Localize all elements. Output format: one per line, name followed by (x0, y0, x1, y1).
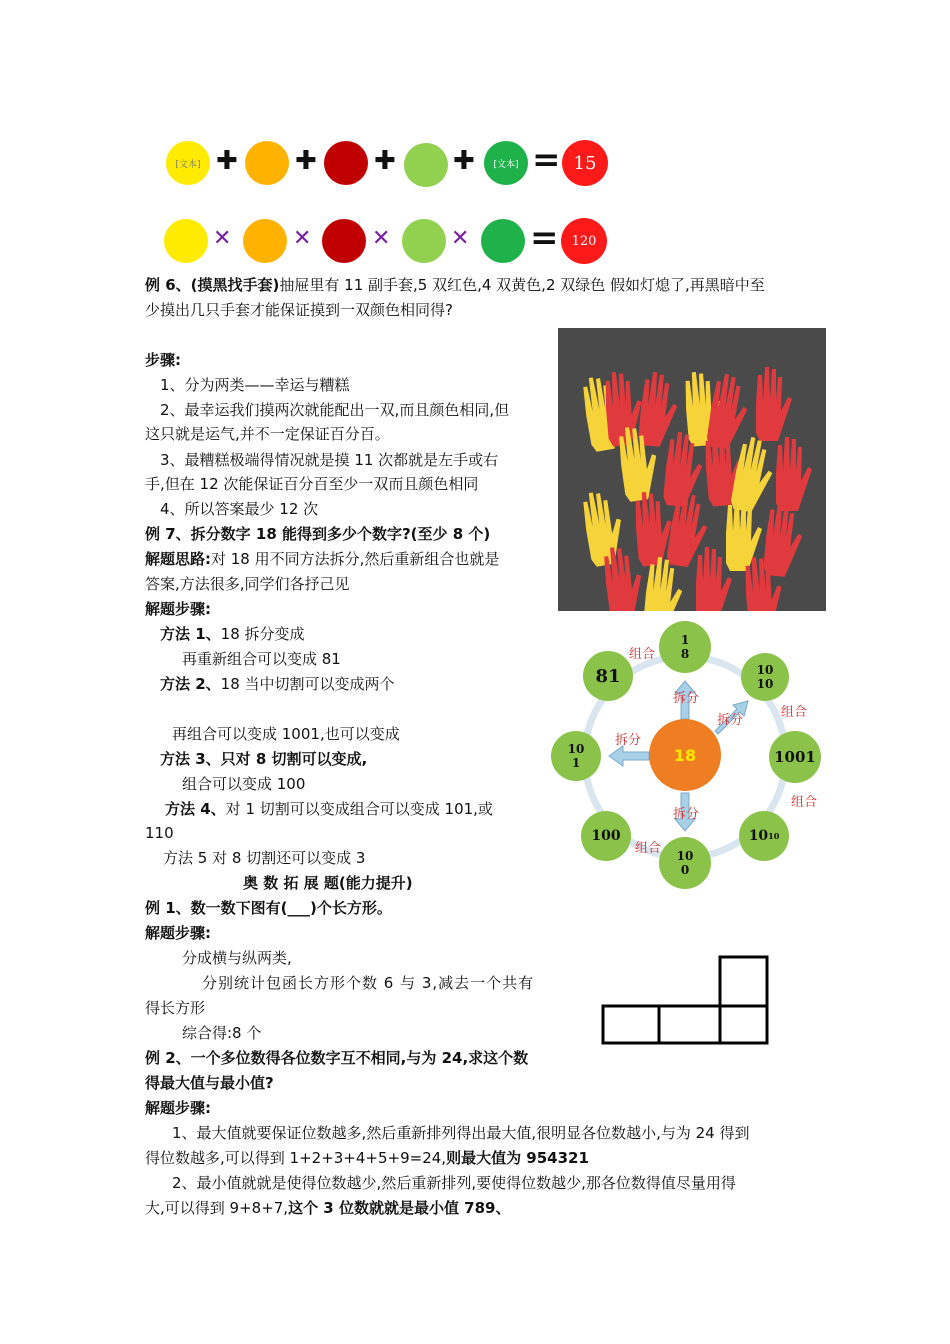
ex7-method3: 方法 3、只对 8 切割可以变成, (160, 750, 368, 768)
ex7-method1b: 再重新组合可以变成 81 (182, 650, 341, 668)
times-icon: ✕ (451, 226, 470, 251)
ex2-title-a: 例 2、一个多位数得各位数字互不相同,与为 24,求这个数 (145, 1049, 529, 1067)
ex1-line-a: 分成横与纵两类, (182, 949, 292, 967)
node-1001: 1001 (769, 731, 821, 783)
times-icon: ✕ (213, 226, 232, 251)
ex6-line1: 例 6、(摸黑找手套)抽屉里有 11 副手套,5 双红色,4 双黄色,2 双绿色 假如灯熄了,再黑暗中至 (145, 276, 765, 294)
center-circle: 18 (649, 719, 721, 791)
plus-icon: ✚ (453, 146, 475, 176)
green-circle: [文本] (484, 141, 528, 185)
ex7-method4: 方法 4、对 1 切割可以变成组合可以变成 101,或 (165, 800, 493, 818)
ex7-method2b: 再组合可以变成 1001,也可以变成 (172, 725, 400, 743)
ex2-p1a: 1、最大值就要保证位数越多,然后重新排列得出最大值,很明显各位数越小,与为 24 得到 (172, 1124, 750, 1142)
yellow-circle (164, 219, 208, 263)
ex6-steps-label: 步骤: (145, 351, 181, 369)
lightgreen-circle (402, 219, 446, 263)
orange-circle (245, 141, 289, 185)
split-combine-diagram (545, 615, 825, 900)
ex2-p2b: 大,可以得到 9+8+7,这个 3 位数就就是最小值 789、 (145, 1199, 511, 1217)
ex2-steps-label: 解题步骤: (145, 1099, 211, 1117)
lightgreen-circle (404, 143, 448, 187)
ex1-line-b: 分别统计包函长方形个数 6 与 3,减去一个共有 (202, 974, 535, 992)
result-circle: 15 (562, 140, 608, 186)
ex6-line2: 少摸出几只手套才能保证摸到一双颜色相同得? (145, 301, 453, 319)
label-split: 拆分 (615, 733, 642, 748)
section-title: 奥 数 拓 展 题(能力提升) (243, 874, 413, 892)
ex6-step1: 1、分为两类——幸运与糟糕 (160, 376, 350, 394)
ex7-method2: 方法 2、18 当中切割可以变成两个 (160, 675, 395, 693)
ex1-steps-label: 解题步骤: (145, 924, 211, 942)
label-split: 拆分 (673, 807, 700, 822)
equals-icon: = (532, 140, 561, 180)
ex7-idea-b: 答案,方法很多,同学们各抒己见 (145, 575, 350, 593)
ex2-p2a: 2、最小值就就是使得位数越少,然后重新排列,要使得位数越少,那各位数得值尽量用得 (172, 1174, 736, 1192)
ex2-title-b: 得最大值与最小值? (145, 1074, 274, 1092)
label-split: 拆分 (717, 713, 744, 728)
plus-icon: ✚ (295, 146, 317, 176)
label-split: 拆分 (673, 691, 700, 706)
node-10-power-10: 10 10 (739, 811, 789, 861)
ex7-method1: 方法 1、18 拆分变成 (160, 625, 305, 643)
label-combine: 组合 (781, 705, 808, 720)
orange-circle (243, 219, 287, 263)
equals-icon: = (530, 218, 559, 258)
label-combine: 组合 (629, 647, 656, 662)
times-icon: ✕ (372, 226, 391, 251)
yellow-circle: [文本] (166, 141, 210, 185)
darkred-circle (324, 141, 368, 185)
node-81: 81 (583, 651, 633, 701)
node-10-10: 10 10 (741, 653, 789, 701)
ex7-steps-label: 解题步骤: (145, 600, 211, 618)
gloves-illustration (558, 328, 826, 611)
node-10-1: 10 1 (551, 731, 601, 781)
ex6-step2a: 2、最幸运我们摸两次就能配出一双,而且颜色相同,但 (160, 401, 510, 419)
node-1-8: 1 8 (659, 621, 711, 673)
ex6-step3a: 3、最糟糕极端得情况就是摸 11 次都就是左手或右 (160, 451, 499, 469)
ex7-idea-a: 解题思路:对 18 用不同方法拆分,然后重新组合也就是 (145, 550, 500, 568)
darkred-circle (322, 219, 366, 263)
green-circle (481, 219, 525, 263)
rectangles-figure (601, 955, 771, 1047)
ex6-step3b: 手,但在 12 次能保证百分百至少一双而且颜色相同 (145, 475, 479, 493)
node-10-0: 10 0 (659, 837, 711, 889)
ex6-step2b: 这只就是运气,并不一定保证百分百。 (145, 425, 390, 443)
plus-icon: ✚ (374, 146, 396, 176)
ex2-p1b: 得位数越多,可以得到 1+2+3+4+5+9=24,则最大值为 954321 (145, 1149, 589, 1167)
ex7-method3b: 组合可以变成 100 (182, 775, 306, 793)
label-combine: 组合 (635, 841, 662, 856)
ex6-step4: 4、所以答案最少 12 次 (160, 500, 319, 518)
times-icon: ✕ (293, 226, 312, 251)
label-combine: 组合 (791, 795, 818, 810)
ex7-method5: 方法 5 对 8 切割还可以变成 3 (163, 849, 366, 867)
ex7-method4b: 110 (145, 824, 174, 842)
node-100: 100 (581, 811, 631, 861)
result-circle: 120 (561, 218, 607, 264)
ex1-title: 例 1、数一数下图有(___)个长方形。 (145, 899, 392, 917)
ex1-line-c: 得长方形 (145, 999, 206, 1017)
ex7-title: 例 7、拆分数字 18 能得到多少个数字?(至少 8 个) (145, 525, 491, 543)
gloves-image (558, 328, 826, 611)
plus-icon: ✚ (216, 146, 238, 176)
ex1-line-d: 综合得:8 个 (182, 1024, 262, 1042)
